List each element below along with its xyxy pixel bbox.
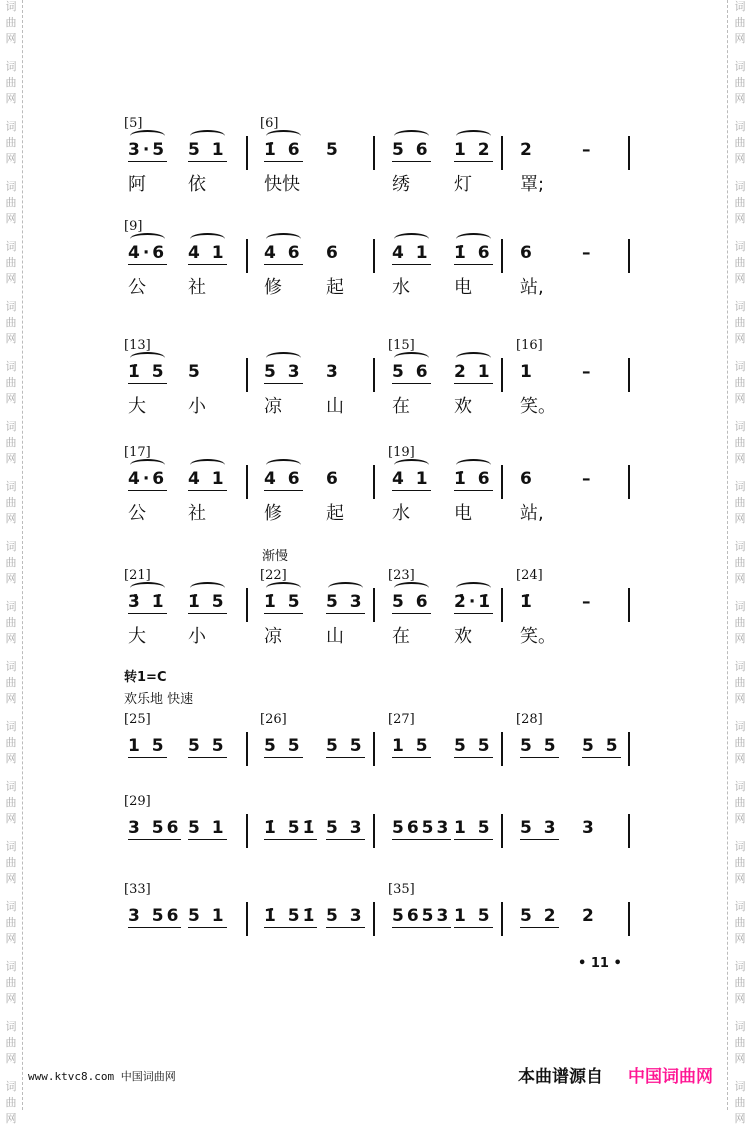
note-group: 5 6 xyxy=(392,362,431,382)
watermark-char: 曲 xyxy=(5,436,17,449)
note-group: 3 xyxy=(326,362,341,382)
watermark-char: 网 xyxy=(5,1112,17,1125)
note-group: 4 1 xyxy=(188,243,227,263)
watermark-char: 词 xyxy=(5,840,17,853)
watermark-char: 曲 xyxy=(5,976,17,989)
measure-number: [21] xyxy=(124,568,151,583)
watermark-char: 词 xyxy=(734,1080,746,1093)
lyric-text: 电 xyxy=(454,503,472,524)
lyric-text: 水 xyxy=(392,277,410,298)
note-group: 5 1 xyxy=(188,906,227,926)
watermark-char: 曲 xyxy=(734,916,746,929)
page-number: • 11 • xyxy=(578,956,622,971)
note-group: 1 5 xyxy=(392,736,431,756)
lyric-text: 罩; xyxy=(520,174,545,195)
watermark-char: 曲 xyxy=(5,256,17,269)
watermark-char: 曲 xyxy=(734,376,746,389)
note-group: 2 xyxy=(582,906,597,926)
barline xyxy=(628,136,630,170)
watermark-char: 网 xyxy=(734,752,746,765)
barline xyxy=(501,588,503,622)
watermark-char: 网 xyxy=(5,452,17,465)
watermark-char: 曲 xyxy=(734,16,746,29)
measure-number: [26] xyxy=(260,712,287,727)
watermark-char: 词 xyxy=(734,480,746,493)
lyric-text: 大 xyxy=(128,626,146,647)
watermark-char: 网 xyxy=(734,692,746,705)
measure-number: [35] xyxy=(388,882,415,897)
lyric-text: 依 xyxy=(188,174,206,195)
watermark-char: 网 xyxy=(734,152,746,165)
watermark-char: 曲 xyxy=(734,1036,746,1049)
watermark-char: 网 xyxy=(734,452,746,465)
note-group: 2 1 xyxy=(454,362,493,382)
barline xyxy=(373,732,375,766)
note-group: 1̇ 51̇ xyxy=(264,906,318,926)
barline xyxy=(628,465,630,499)
note-group: 4 1 xyxy=(188,469,227,489)
barline xyxy=(628,902,630,936)
watermark-char: 曲 xyxy=(5,856,17,869)
watermark-char: 词 xyxy=(734,540,746,553)
note-group: – xyxy=(582,469,594,489)
watermark-char: 词 xyxy=(734,240,746,253)
watermark-char: 词 xyxy=(5,720,17,733)
watermark-char: 词 xyxy=(5,300,17,313)
note-group: 3̇ 1̇ xyxy=(128,592,167,612)
note-group: 5 3 xyxy=(326,818,365,838)
barline xyxy=(501,732,503,766)
right-margin-line xyxy=(727,0,728,1110)
watermark-char: 网 xyxy=(5,932,17,945)
lyric-text: 修 xyxy=(264,277,282,298)
watermark-char: 曲 xyxy=(5,136,17,149)
watermark-char: 词 xyxy=(734,420,746,433)
note-group: 5 5 xyxy=(264,736,303,756)
measure-number: [27] xyxy=(388,712,415,727)
watermark-char: 网 xyxy=(5,92,17,105)
barline xyxy=(246,465,248,499)
lyric-text: 山 xyxy=(326,396,344,417)
lyric-text: 社 xyxy=(188,277,206,298)
measure-number: [15] xyxy=(388,338,415,353)
watermark-char: 曲 xyxy=(734,316,746,329)
lyric-text: 公 xyxy=(128,503,146,524)
note-group: 5 xyxy=(326,140,341,160)
note-group: 3 56 xyxy=(128,818,182,838)
note-group: 4 6 xyxy=(264,243,303,263)
watermark-char: 网 xyxy=(5,152,17,165)
lyric-text: 水 xyxy=(392,503,410,524)
watermark-char: 词 xyxy=(5,360,17,373)
measure-number: [19] xyxy=(388,445,415,460)
watermark-char: 词 xyxy=(5,480,17,493)
watermark-char: 曲 xyxy=(5,736,17,749)
watermark-char: 网 xyxy=(734,392,746,405)
lyric-text: 快快 xyxy=(264,174,300,195)
watermark-char: 曲 xyxy=(734,796,746,809)
barline xyxy=(501,136,503,170)
note-group: 5 5 xyxy=(454,736,493,756)
watermark-char: 曲 xyxy=(734,76,746,89)
barline xyxy=(628,358,630,392)
barline xyxy=(501,358,503,392)
footer-source-name[interactable]: 中国词曲网 xyxy=(628,1067,713,1087)
note-group: 2 xyxy=(520,140,535,160)
note-group: 6 xyxy=(520,469,535,489)
watermark-char: 词 xyxy=(734,120,746,133)
watermark-char: 曲 xyxy=(5,1036,17,1049)
watermark-char: 曲 xyxy=(5,796,17,809)
barline xyxy=(373,814,375,848)
note-group: 5 3 xyxy=(326,592,365,612)
note-group: 3·5 xyxy=(128,140,168,160)
note-group: 1̇ xyxy=(520,592,535,612)
note-group: 5 6 xyxy=(392,140,431,160)
watermark-char: 词 xyxy=(734,840,746,853)
lyric-text: 公 xyxy=(128,277,146,298)
barline xyxy=(246,239,248,273)
lyric-text: 小 xyxy=(188,396,206,417)
note-group: 1 5 xyxy=(454,906,493,926)
note-group: 1̇ 5 xyxy=(128,362,167,382)
note-group: 5653 xyxy=(392,906,452,926)
watermark-char: 词 xyxy=(734,600,746,613)
note-group: 1̇ 6 xyxy=(264,140,303,160)
watermark-char: 网 xyxy=(734,812,746,825)
watermark-char: 曲 xyxy=(734,556,746,569)
note-group: – xyxy=(582,362,594,382)
tempo-marking: 欢乐地 快速 xyxy=(124,692,194,707)
note-group: 1̇ 6 xyxy=(454,469,493,489)
watermark-char: 词 xyxy=(734,660,746,673)
measure-number: [24] xyxy=(516,568,543,583)
lyric-text: 在 xyxy=(392,626,410,647)
lyric-text: 站, xyxy=(520,277,544,298)
watermark-char: 词 xyxy=(734,780,746,793)
lyric-text: 凉 xyxy=(264,396,282,417)
note-group: – xyxy=(582,140,594,160)
lyric-text: 欢 xyxy=(454,626,472,647)
note-group: 6 xyxy=(520,243,535,263)
watermark-char: 词 xyxy=(734,960,746,973)
watermark-char: 网 xyxy=(734,92,746,105)
lyric-text: 站, xyxy=(520,503,544,524)
measure-number: [16] xyxy=(516,338,543,353)
barline xyxy=(246,902,248,936)
watermark-char: 网 xyxy=(5,752,17,765)
watermark-char: 词 xyxy=(5,660,17,673)
watermark-char: 词 xyxy=(734,180,746,193)
watermark-char: 曲 xyxy=(734,496,746,509)
watermark-char: 词 xyxy=(5,120,17,133)
watermark-char: 曲 xyxy=(734,736,746,749)
left-margin-line xyxy=(22,0,23,1110)
watermark-char: 词 xyxy=(5,900,17,913)
barline xyxy=(501,814,503,848)
note-group: 5 5 xyxy=(582,736,621,756)
lyric-text: 绣 xyxy=(392,174,410,195)
watermark-char: 网 xyxy=(734,32,746,45)
watermark-char: 曲 xyxy=(5,916,17,929)
watermark-char: 网 xyxy=(5,632,17,645)
note-group: 1̇ 5 xyxy=(264,592,303,612)
barline xyxy=(628,588,630,622)
watermark-char: 网 xyxy=(734,932,746,945)
tempo-rit: 渐慢 xyxy=(262,549,289,564)
note-group: 4·6 xyxy=(128,243,168,263)
watermark-char: 曲 xyxy=(734,196,746,209)
barline xyxy=(373,239,375,273)
watermark-char: 曲 xyxy=(734,256,746,269)
watermark-char: 词 xyxy=(734,1020,746,1033)
lyric-text: 社 xyxy=(188,503,206,524)
measure-number: [29] xyxy=(124,794,151,809)
barline xyxy=(373,465,375,499)
lyric-text: 起 xyxy=(326,277,344,298)
note-group: 4 1 xyxy=(392,469,431,489)
note-group: – xyxy=(582,592,594,612)
note-group: 5 5 xyxy=(188,736,227,756)
note-group: 5 3 xyxy=(520,818,559,838)
watermark-char: 网 xyxy=(734,272,746,285)
measure-number: [23] xyxy=(388,568,415,583)
note-group: 5 6 xyxy=(392,592,431,612)
watermark-char: 曲 xyxy=(734,436,746,449)
note-group: 4 6 xyxy=(264,469,303,489)
watermark-char: 网 xyxy=(734,212,746,225)
watermark-char: 网 xyxy=(734,332,746,345)
watermark-char: 网 xyxy=(5,992,17,1005)
watermark-char: 词 xyxy=(5,240,17,253)
note-group: 1̇ 6 xyxy=(454,243,493,263)
lyric-text: 电 xyxy=(454,277,472,298)
watermark-char: 网 xyxy=(734,1052,746,1065)
note-group: 1 5 xyxy=(128,736,167,756)
measure-number: [25] xyxy=(124,712,151,727)
measure-number: [5] xyxy=(124,116,143,131)
watermark-char: 词 xyxy=(5,0,17,13)
watermark-char: 网 xyxy=(5,692,17,705)
barline xyxy=(246,358,248,392)
barline xyxy=(628,732,630,766)
watermark-char: 网 xyxy=(5,812,17,825)
note-group: 6 xyxy=(326,469,341,489)
watermark-char: 词 xyxy=(734,60,746,73)
barline xyxy=(373,358,375,392)
note-group: 5 5 xyxy=(326,736,365,756)
watermark-char: 词 xyxy=(5,960,17,973)
watermark-char: 曲 xyxy=(5,556,17,569)
lyric-text: 凉 xyxy=(264,626,282,647)
watermark-char: 网 xyxy=(734,992,746,1005)
watermark-char: 曲 xyxy=(5,76,17,89)
note-group: 5 3 xyxy=(264,362,303,382)
watermark-char: 曲 xyxy=(734,856,746,869)
watermark-char: 网 xyxy=(734,512,746,525)
watermark-char: 网 xyxy=(734,872,746,885)
key-change: 转1=C xyxy=(124,670,167,685)
watermark-char: 词 xyxy=(734,360,746,373)
watermark-char: 曲 xyxy=(734,1096,746,1109)
watermark-char: 曲 xyxy=(5,16,17,29)
lyric-text: 小 xyxy=(188,626,206,647)
note-group: 1 xyxy=(520,362,535,382)
watermark-char: 词 xyxy=(734,300,746,313)
watermark-char: 网 xyxy=(734,632,746,645)
watermark-char: 网 xyxy=(5,572,17,585)
note-group: 5653 xyxy=(392,818,452,838)
measure-number: [9] xyxy=(124,219,143,234)
lyric-text: 笑。 xyxy=(520,626,556,647)
note-group: 5 2 xyxy=(520,906,559,926)
watermark-char: 曲 xyxy=(5,376,17,389)
barline xyxy=(373,136,375,170)
watermark-char: 网 xyxy=(5,1052,17,1065)
lyric-text: 灯 xyxy=(454,174,472,195)
watermark-char: 词 xyxy=(5,1020,17,1033)
watermark-char: 词 xyxy=(5,60,17,73)
watermark-char: 网 xyxy=(5,212,17,225)
note-group: 3 xyxy=(582,818,597,838)
lyric-text: 在 xyxy=(392,396,410,417)
note-group: 4·6 xyxy=(128,469,168,489)
watermark-char: 网 xyxy=(5,272,17,285)
watermark-char: 曲 xyxy=(5,196,17,209)
lyric-text: 笑。 xyxy=(520,396,556,417)
watermark-char: 词 xyxy=(734,900,746,913)
watermark-char: 曲 xyxy=(734,676,746,689)
barline xyxy=(373,902,375,936)
barline xyxy=(628,239,630,273)
watermark-char: 词 xyxy=(5,180,17,193)
note-group: 2̇·1̇ xyxy=(454,592,494,612)
watermark-char: 曲 xyxy=(734,616,746,629)
note-group: 5 1 xyxy=(188,818,227,838)
watermark-char: 曲 xyxy=(734,136,746,149)
barline xyxy=(246,814,248,848)
note-group: 4 1 xyxy=(392,243,431,263)
measure-number: [28] xyxy=(516,712,543,727)
lyric-text: 起 xyxy=(326,503,344,524)
watermark-char: 曲 xyxy=(5,496,17,509)
watermark-char: 词 xyxy=(734,0,746,13)
watermark-char: 曲 xyxy=(5,616,17,629)
watermark-char: 网 xyxy=(5,872,17,885)
watermark-char: 曲 xyxy=(5,1096,17,1109)
lyric-text: 阿 xyxy=(128,174,146,195)
watermark-char: 曲 xyxy=(5,676,17,689)
barline xyxy=(246,136,248,170)
barline xyxy=(501,465,503,499)
footer-url[interactable]: www.ktvc8.com 中国词曲网 xyxy=(28,1070,176,1083)
watermark-char: 网 xyxy=(5,32,17,45)
note-group: 5 3 xyxy=(326,906,365,926)
note-group: 3 56 xyxy=(128,906,182,926)
measure-number: [33] xyxy=(124,882,151,897)
watermark-char: 词 xyxy=(5,1080,17,1093)
watermark-char: 曲 xyxy=(734,976,746,989)
barline xyxy=(501,239,503,273)
note-group: 1 2 xyxy=(454,140,493,160)
note-group: – xyxy=(582,243,594,263)
watermark-char: 网 xyxy=(734,572,746,585)
measure-number: [6] xyxy=(260,116,279,131)
barline xyxy=(246,588,248,622)
lyric-text: 修 xyxy=(264,503,282,524)
watermark-char: 词 xyxy=(734,720,746,733)
note-group: 1̇ 5 xyxy=(188,592,227,612)
note-group: 1 5 xyxy=(454,818,493,838)
lyric-text: 大 xyxy=(128,396,146,417)
watermark-char: 网 xyxy=(5,392,17,405)
watermark-char: 词 xyxy=(5,420,17,433)
watermark-char: 词 xyxy=(5,600,17,613)
lyric-text: 山 xyxy=(326,626,344,647)
barline xyxy=(373,588,375,622)
measure-number: [17] xyxy=(124,445,151,460)
measure-number: [13] xyxy=(124,338,151,353)
note-group: 1̇ 51̇ xyxy=(264,818,318,838)
note-group: 5 xyxy=(188,362,203,382)
note-group: 5 5 xyxy=(520,736,559,756)
barline xyxy=(246,732,248,766)
barline xyxy=(628,814,630,848)
watermark-char: 词 xyxy=(5,540,17,553)
lyric-text: 欢 xyxy=(454,396,472,417)
measure-number: [22] xyxy=(260,568,287,583)
watermark-char: 曲 xyxy=(5,316,17,329)
watermark-char: 网 xyxy=(5,512,17,525)
watermark-char: 网 xyxy=(734,1112,746,1125)
barline xyxy=(501,902,503,936)
note-group: 6 xyxy=(326,243,341,263)
note-group: 5 1 xyxy=(188,140,227,160)
watermark-char: 词 xyxy=(5,780,17,793)
watermark-char: 网 xyxy=(5,332,17,345)
footer-source-label: 本曲谱源自 xyxy=(518,1067,603,1087)
